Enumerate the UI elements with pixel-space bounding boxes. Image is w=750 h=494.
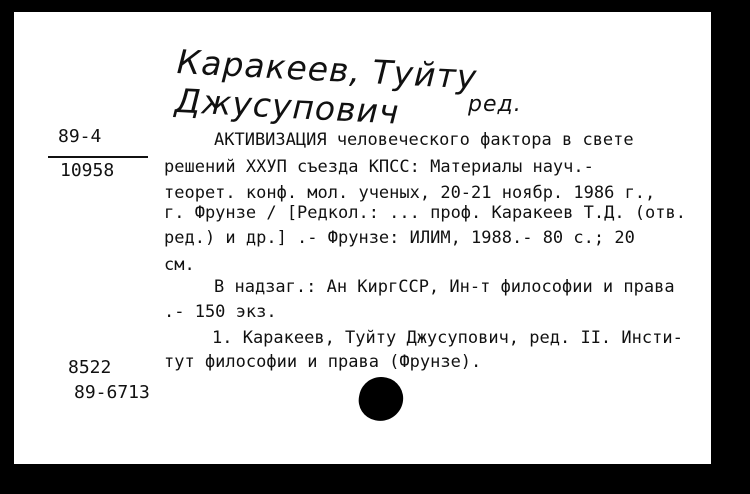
accession-number: 89-6713 (74, 382, 150, 403)
body-line: см. (164, 255, 195, 275)
body-line: АКТИВИЗАЦИЯ человеческого фактора в свете (214, 130, 634, 150)
body-line: ред.) и др.] .- Фрунзе: ИЛИМ, 1988.- 80 с.; 20 (164, 228, 635, 248)
body-line: теорет. конф. мол. ученых, 20-21 ноябр. 1986 г., (164, 183, 656, 203)
punch-hole (355, 373, 407, 425)
body-line: 1. Каракеев, Туйту Джусупович, ред. II. Инсти- (212, 328, 683, 348)
call-number-divider (48, 156, 148, 158)
body-line: .- 150 экз. (164, 302, 277, 322)
handwritten-role: ред. (468, 92, 522, 117)
body-line: В надзаг.: Ан КиргССР, Ин-т философии и права (214, 277, 675, 297)
catalog-card (14, 12, 711, 464)
call-number-top: 89-4 (58, 126, 102, 147)
body-line: тут философии и права (Фрунзе). (164, 352, 482, 372)
inventory-number: 8522 (68, 357, 112, 378)
handwritten-author-name: Каракеев, Туйту Джусупович (173, 42, 479, 132)
body-line: г. Фрунзе / [Редкол.: ... проф. Каракеев Т.Д. (отв. (164, 203, 686, 223)
body-line: решений XXУП съезда КПСС: Материалы науч.- (164, 157, 594, 177)
call-number-bottom: 10958 (60, 160, 115, 181)
